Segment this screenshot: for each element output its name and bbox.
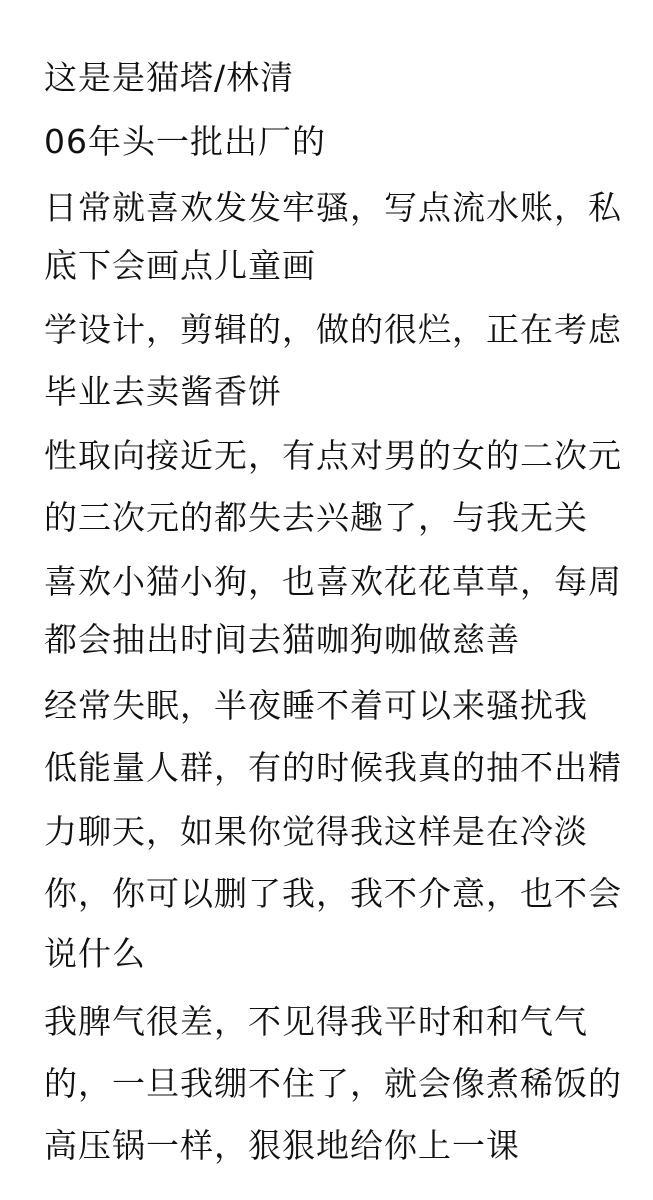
text-line-1: 这是是猫塔/林清 — [44, 58, 295, 97]
text-line-6: 毕业去卖酱香饼 — [44, 372, 282, 411]
text-line-2: 06年头一批出厂的 — [44, 122, 326, 161]
text-line-5: 学设计，剪辑的，做的很烂，正在考虑 — [44, 310, 622, 349]
text-line-9: 喜欢小猫小狗，也喜欢花花草草，每周 — [44, 562, 622, 601]
text-line-8: 的三次元的都失去兴趣了，与我无关 — [44, 498, 588, 537]
text-line-16: 我脾气很差，不见得我平时和和气气 — [44, 1002, 588, 1041]
text-line-18: 高压锅一样，狠狠地给你上一课 — [44, 1126, 520, 1165]
text-line-13: 力聊天，如果你觉得我这样是在冷淡 — [44, 812, 588, 851]
text-line-15: 说什么 — [44, 934, 146, 973]
text-line-3: 日常就喜欢发发牢骚，写点流水账，私 — [44, 188, 622, 227]
text-line-12: 低能量人群，有的时候我真的抽不出精 — [44, 748, 622, 787]
text-line-7: 性取向接近无，有点对男的女的二次元 — [44, 436, 622, 475]
text-line-10: 都会抽出时间去猫咖狗咖做慈善 — [44, 620, 520, 659]
text-line-17: 的，一旦我绷不住了，就会像煮稀饭的 — [44, 1064, 622, 1103]
text-line-14: 你，你可以删了我，我不介意，也不会 — [44, 874, 622, 913]
text-line-4: 底下会画点儿童画 — [44, 246, 316, 285]
text-line-11: 经常失眠，半夜睡不着可以来骚扰我 — [44, 686, 588, 725]
